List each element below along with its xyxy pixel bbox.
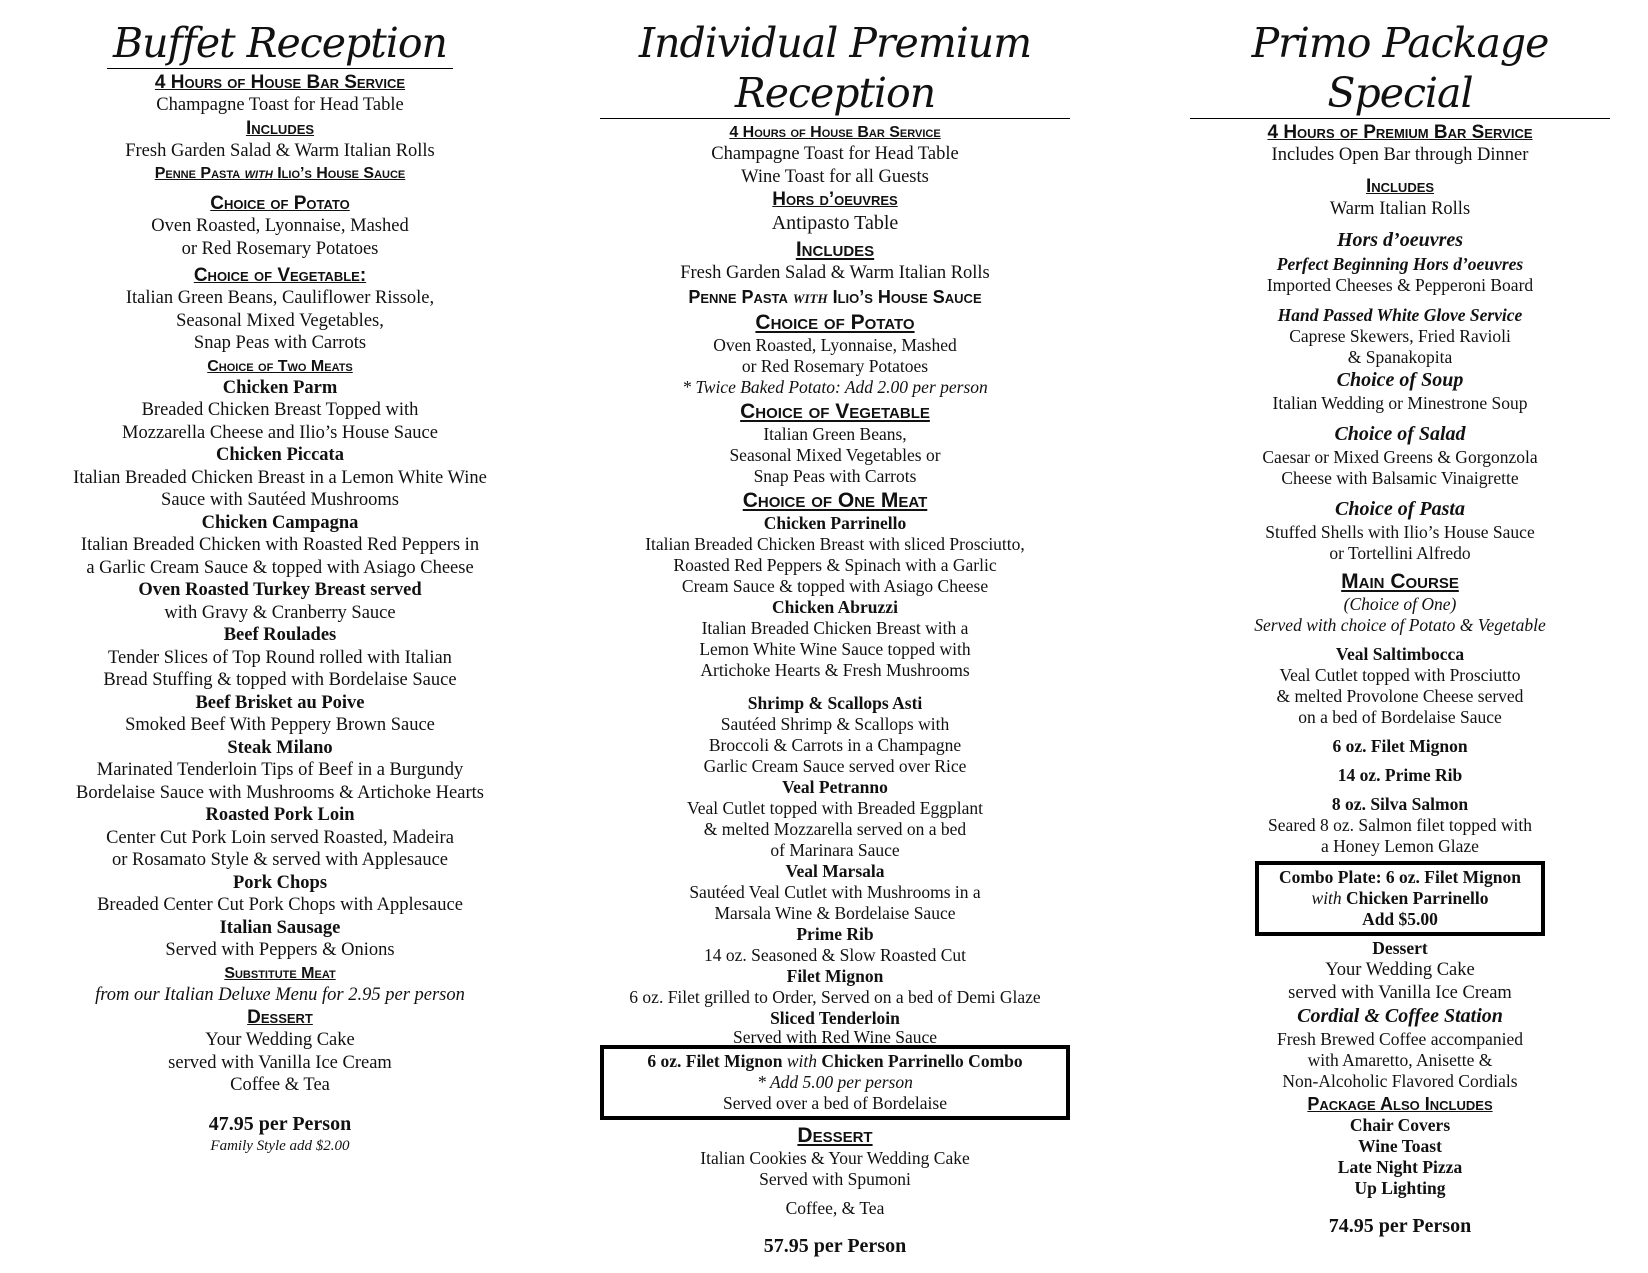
premium-meat-desc: Italian Breaded Chicken Breast with sliced Prosciutto, [645, 533, 1025, 554]
pasta-sauce: Ilio’s House Sauce [272, 165, 406, 182]
premium-meat-name: Chicken Parrinello [763, 512, 907, 533]
primo-price: 74.95 per Person [1328, 1215, 1472, 1237]
premium-potato-line: or Red Rosemary Potatoes [741, 355, 929, 376]
buffet-meat-desc: Breaded Chicken Breast Topped with [141, 400, 419, 420]
premium-vegetable-line: Seasonal Mixed Vegetables or [729, 444, 941, 465]
buffet-meat-name: Chicken Campagna [201, 512, 359, 533]
primo-meat-desc: & melted Provolone Cheese served [1276, 686, 1524, 706]
premium-includes-header: Includes [795, 238, 875, 261]
buffet-meat-desc: Mozzarella Cheese and Ilio’s House Sauce [122, 422, 438, 443]
primo-meat-name: 8 oz. Silva Salmon [1331, 794, 1469, 814]
primo-meat-name: 6 oz. Filet Mignon [1332, 736, 1468, 756]
primo-package-item: Chair Covers [1349, 1115, 1451, 1135]
buffet-toast: Champagne Toast for Head Table [156, 95, 404, 115]
premium-hors-header: Hors d’oeuvres [772, 189, 898, 210]
premium-vegetable-line: Snap Peas with Carrots [753, 465, 917, 486]
buffet-meat-desc: Smoked Beef With Peppery Brown Sauce [125, 715, 435, 735]
primo-meat-desc: on a bed of Bordelaise Sauce [1298, 707, 1502, 727]
combo-with: with [786, 1050, 818, 1071]
buffet-meat-name: Chicken Parm [222, 377, 338, 398]
pasta-with: with [792, 286, 828, 307]
premium-dessert-line: Served with Spumoni [759, 1168, 911, 1189]
premium-reception-column [600, 18, 1070, 1259]
primo-hors-desc: Caprese Skewers, Fried Ravioli [1289, 326, 1511, 346]
premium-meat-desc: Sautéed Shrimp & Scallops with [720, 713, 950, 734]
premium-meat-desc: Garlic Cream Sauce served over Rice [703, 755, 967, 776]
buffet-price-note: Family Style add $2.00 [210, 1137, 350, 1154]
primo-meat-name: Veal Saltimbocca [1335, 644, 1465, 664]
combo-text: 6 oz. Filet Mignon [647, 1050, 787, 1071]
buffet-meat-desc: with Gravy & Cranberry Sauce [164, 602, 396, 623]
primo-combo-title: Combo Plate: 6 oz. Filet Mignon [1278, 867, 1522, 887]
premium-pasta [600, 285, 1070, 309]
primo-main-header: Main Course [1341, 570, 1459, 593]
primo-cordial-line: Non-Alcoholic Flavored Cordials [1282, 1071, 1518, 1091]
buffet-meat-desc: Bread Stuffing & topped with Bordelaise Sauce [103, 670, 457, 690]
premium-meat-desc: Veal Cutlet topped with Breaded Eggplant [687, 797, 983, 818]
primo-pasta-header: Choice of Pasta [1335, 498, 1465, 520]
buffet-substitute-header: Substitute Meat [224, 964, 336, 982]
primo-dessert-header: Dessert [1372, 938, 1428, 958]
primo-dessert-line: served with Vanilla Ice Cream [1288, 982, 1512, 1003]
primo-includes-header: Includes [1365, 175, 1435, 197]
buffet-meat-name: Beef Brisket au Poive [195, 692, 365, 713]
buffet-meat-desc: Breaded Center Cut Pork Chops with Applesauce [97, 895, 463, 915]
primo-package-item: Wine Toast [1358, 1136, 1442, 1156]
buffet-vegetable-line: Snap Peas with Carrots [193, 333, 367, 353]
premium-potato-header: Choice of Potato [755, 310, 915, 334]
premium-meat-desc: 6 oz. Filet grilled to Order, Served on a bed of Demi Glaze [629, 986, 1041, 1007]
pasta-sauce: Ilio’s House Sauce [827, 286, 982, 307]
premium-meat-desc: 14 oz. Seasoned & Slow Roasted Cut [704, 944, 966, 965]
buffet-bar-service: 4 Hours of House Bar Service [154, 72, 406, 93]
premium-meat-name: Prime Rib [796, 923, 874, 944]
premium-meat-name: Shrimp & Scallops Asti [747, 692, 923, 713]
combo-text: Chicken Parrinello [1341, 888, 1489, 908]
premium-meat-name: Veal Petranno [782, 776, 888, 797]
primo-meat-desc: a Honey Lemon Glaze [1321, 836, 1479, 856]
buffet-meat-name: Steak Milano [227, 737, 333, 758]
premium-combo-box [600, 1045, 1070, 1120]
premium-toast: Wine Toast for all Guests [741, 166, 929, 187]
buffet-includes-header: Includes [245, 117, 315, 139]
premium-toast: Champagne Toast for Head Table [711, 144, 959, 164]
pasta-with: with [244, 165, 273, 182]
premium-bar-service: 4 Hours of House Bar Service [729, 124, 941, 141]
buffet-meat-name: Italian Sausage [219, 917, 341, 938]
buffet-includes-item: Fresh Garden Salad & Warm Italian Rolls [125, 140, 435, 161]
combo-with: with [1311, 888, 1342, 908]
buffet-meat-desc: Italian Breaded Chicken with Roasted Red Peppers in [80, 535, 480, 555]
primo-hors-sub: Perfect Beginning Hors d’oeuvres [1276, 254, 1524, 274]
buffet-meat-name: Oven Roasted Turkey Breast served [138, 580, 422, 600]
primo-meat-name: 14 oz. Prime Rib [1337, 765, 1463, 785]
buffet-meats-header: Choice of Two Meats [207, 357, 353, 375]
premium-combo-note: Served over a bed of Bordelaise [722, 1092, 947, 1113]
premium-dessert-line: Coffee, & Tea [785, 1197, 885, 1218]
primo-dessert-line: Your Wedding Cake [1325, 960, 1475, 980]
primo-combo-box [1255, 861, 1545, 936]
buffet-meat-name: Pork Chops [232, 872, 328, 893]
buffet-title: Buffet Reception [107, 18, 453, 69]
primo-pasta-line: or Tortellini Alfredo [1329, 543, 1471, 563]
primo-package-column [1190, 18, 1610, 1239]
premium-potato-line: Oven Roasted, Lyonnaise, Mashed [713, 334, 957, 355]
buffet-potato-header: Choice of Potato [210, 193, 350, 214]
premium-meat-header: Choice of One Meat [742, 488, 928, 512]
primo-package-header: Package Also Includes [1307, 1094, 1493, 1114]
pasta-text: Penne Pasta [154, 165, 245, 182]
primo-package-item: Late Night Pizza [1337, 1157, 1463, 1177]
buffet-meat-desc: Served with Peppers & Onions [165, 940, 395, 960]
premium-dessert-line: Italian Cookies & Your Wedding Cake [700, 1147, 970, 1168]
primo-cordial-line: with Amaretto, Anisette & [1307, 1050, 1493, 1070]
buffet-meat-name: Beef Roulades [223, 625, 337, 645]
premium-meat-desc: Roasted Red Peppers & Spinach with a Garlic [673, 554, 997, 575]
premium-meat-desc: & melted Mozzarella served on a bed [703, 818, 967, 839]
buffet-dessert-line: Coffee & Tea [230, 1075, 330, 1095]
premium-meat-desc: Cream Sauce & topped with Asiago Cheese [681, 575, 989, 596]
primo-soup-line: Italian Wedding or Minestrone Soup [1272, 393, 1528, 413]
buffet-meat-desc: Italian Breaded Chicken Breast in a Lemon White Wine [73, 467, 487, 488]
primo-salad-line: Caesar or Mixed Greens & Gorgonzola [1262, 447, 1538, 467]
buffet-price: 47.95 per Person [208, 1112, 352, 1135]
buffet-dessert-line: Your Wedding Cake [205, 1030, 355, 1050]
premium-meat-name: Chicken Abruzzi [772, 596, 898, 617]
premium-meat-name: Filet Mignon [786, 965, 884, 986]
premium-vegetable-header: Choice of Vegetable [740, 399, 930, 423]
primo-hors-header: Hors d’oeuvres [1336, 229, 1464, 251]
primo-meat-desc: Veal Cutlet topped with Prosciutto [1279, 665, 1521, 685]
premium-hors-item: Antipasto Table [771, 212, 899, 234]
buffet-meat-desc: Center Cut Pork Loin served Roasted, Madeira [106, 827, 454, 848]
buffet-meat-desc: a Garlic Cream Sauce & topped with Asiago Cheese [86, 557, 474, 578]
buffet-meat-desc: Tender Slices of Top Round rolled with Italian [108, 647, 452, 668]
pasta-text: Penne Pasta [688, 286, 793, 307]
premium-includes-item: Fresh Garden Salad & Warm Italian Rolls [680, 263, 990, 283]
premium-combo-title [610, 1051, 1060, 1072]
primo-combo-line [1265, 888, 1535, 909]
premium-meat-desc: Broccoli & Carrots in a Champagne [708, 734, 962, 755]
primo-hors-sub: Hand Passed White Glove Service [1277, 305, 1523, 325]
primo-title: Primo Package Special [1190, 18, 1610, 119]
premium-meat-name: Veal Marsala [785, 860, 885, 881]
primo-meat-desc: Seared 8 oz. Salmon filet topped with [1268, 815, 1532, 835]
primo-bar-note: Includes Open Bar through Dinner [1271, 145, 1529, 165]
buffet-reception-column [40, 18, 520, 1155]
primo-salad-header: Choice of Salad [1334, 423, 1466, 445]
primo-combo-price: Add $5.00 [1362, 909, 1438, 929]
premium-vegetable-line: Italian Green Beans, [763, 423, 907, 444]
buffet-meat-desc: Sauce with Sautéed Mushrooms [161, 490, 399, 510]
combo-text: Chicken Parrinello Combo [817, 1050, 1023, 1071]
primo-bar-service: 4 Hours of Premium Bar Service [1267, 122, 1533, 143]
buffet-dessert-header: Dessert [247, 1007, 313, 1028]
premium-potato-note: * Twice Baked Potato: Add 2.00 per person [682, 376, 988, 397]
buffet-meat-name: Roasted Pork Loin [205, 805, 355, 825]
premium-meat-desc: Artichoke Hearts & Fresh Mushrooms [700, 659, 970, 680]
primo-package-item: Up Lighting [1354, 1178, 1446, 1198]
premium-combo-price: * Add 5.00 per person [757, 1071, 913, 1092]
primo-salad-line: Cheese with Balsamic Vinaigrette [1281, 468, 1519, 488]
primo-cordial-header: Cordial & Coffee Station [1297, 1005, 1503, 1027]
buffet-substitute-note: from our Italian Deluxe Menu for 2.95 per person [95, 984, 465, 1005]
premium-price: 57.95 per Person [763, 1234, 907, 1257]
primo-pasta-line: Stuffed Shells with Ilio’s House Sauce [1265, 522, 1535, 542]
primo-hors-desc: Imported Cheeses & Pepperoni Board [1266, 275, 1534, 295]
primo-cordial-line: Fresh Brewed Coffee accompanied [1276, 1029, 1524, 1049]
premium-title: Individual Premium Reception [600, 18, 1070, 119]
primo-main-note: (Choice of One) [1343, 594, 1457, 614]
premium-dessert-header: Dessert [797, 1123, 873, 1147]
buffet-meat-name: Chicken Piccata [216, 445, 344, 465]
buffet-vegetable-line: Italian Green Beans, Cauliflower Rissole, [125, 288, 435, 308]
buffet-potato-line: or Red Rosemary Potatoes [181, 238, 379, 259]
buffet-meat-desc: Bordelaise Sauce with Mushrooms & Artichoke Hearts [76, 782, 484, 803]
primo-main-note: Served with choice of Potato & Vegetable [1254, 615, 1546, 635]
buffet-vegetable-header: Choice of Vegetable: [193, 265, 367, 286]
buffet-meat-desc: Marinated Tenderloin Tips of Beef in a Burgundy [96, 760, 464, 780]
buffet-meat-desc: or Rosamato Style & served with Applesauce [111, 850, 449, 870]
buffet-pasta [40, 163, 520, 184]
premium-meat-desc: Lemon White Wine Sauce topped with [699, 638, 971, 659]
premium-meat-desc: Italian Breaded Chicken Breast with a [701, 617, 969, 638]
buffet-dessert-line: served with Vanilla Ice Cream [168, 1052, 392, 1073]
buffet-potato-line: Oven Roasted, Lyonnaise, Mashed [151, 216, 409, 236]
premium-meat-desc: Served with Red Wine Sauce [732, 1026, 938, 1047]
primo-includes-item: Warm Italian Rolls [1329, 198, 1471, 219]
premium-meat-desc: Marsala Wine & Bordelaise Sauce [714, 902, 956, 923]
primo-soup-header: Choice of Soup [1336, 369, 1464, 391]
buffet-vegetable-line: Seasonal Mixed Vegetables, [176, 310, 384, 331]
premium-meat-desc: Sautéed Veal Cutlet with Mushrooms in a [689, 881, 981, 902]
premium-meat-name: Sliced Tenderloin [770, 1007, 900, 1028]
primo-hors-desc: & Spanakopita [1347, 347, 1453, 367]
premium-meat-desc: of Marinara Sauce [770, 839, 900, 860]
